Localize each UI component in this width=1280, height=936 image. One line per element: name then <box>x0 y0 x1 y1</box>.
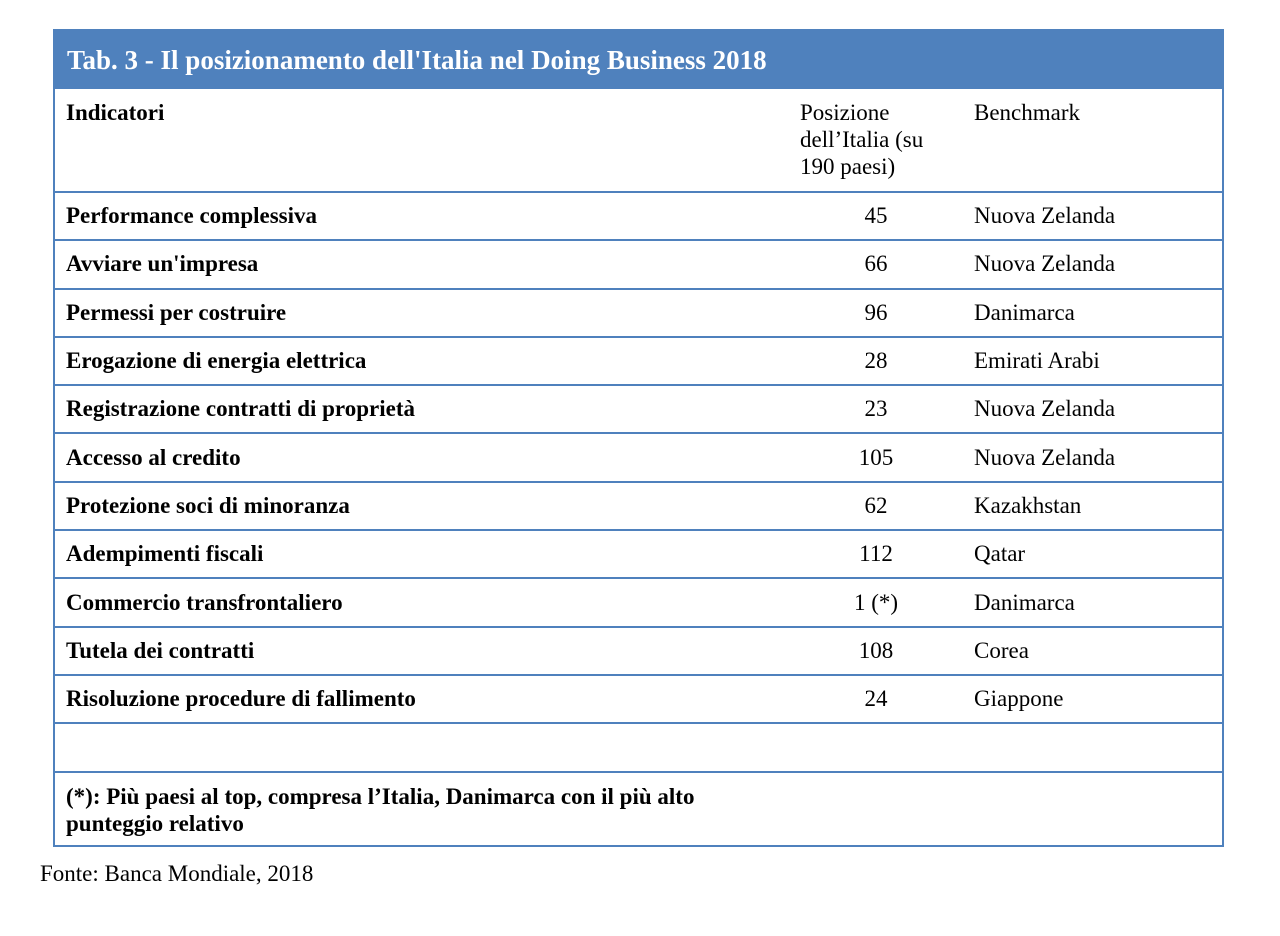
row-benchmark: Danimarca <box>974 589 1075 615</box>
row-position: 62 <box>864 492 888 518</box>
source-note: Fonte: Banca Mondiale, 2018 <box>40 861 314 886</box>
row-benchmark: Emirati Arabi <box>974 348 1100 374</box>
row-indicator: Risoluzione procedure di fallimento <box>66 686 416 712</box>
row-position: 45 <box>864 203 888 229</box>
footnote-row <box>55 771 1222 845</box>
row-position: 66 <box>864 251 888 277</box>
row-indicator: Avviare un'impresa <box>66 251 259 277</box>
header-position: Posizione dell’Italia (su 190 paesi) <box>800 100 924 179</box>
row-indicator: Tutela dei contratti <box>66 637 255 663</box>
row-benchmark: Nuova Zelanda <box>974 203 1116 229</box>
table-row <box>55 191 1222 239</box>
row-position: 1 (*) <box>853 589 899 615</box>
row-benchmark: Corea <box>974 637 1029 663</box>
row-indicator: Commercio transfrontaliero <box>66 589 343 615</box>
table-row <box>55 626 1222 674</box>
table-row <box>55 529 1222 577</box>
table-row <box>55 674 1222 722</box>
table-header-row <box>55 89 1222 191</box>
table-title-bar <box>55 31 1222 89</box>
row-position: 28 <box>864 348 888 374</box>
row-position: 24 <box>864 686 888 712</box>
table-row <box>55 288 1222 336</box>
row-position: 23 <box>864 396 888 422</box>
table-footnote: (*): Più paesi al top, compresa l’Italia, Danimarca con il più alto punteggio relativo <box>66 784 695 837</box>
row-indicator: Registrazione contratti di proprietà <box>66 396 415 422</box>
row-benchmark: Qatar <box>974 541 1026 567</box>
table-row <box>55 384 1222 432</box>
row-benchmark: Nuova Zelanda <box>974 444 1116 470</box>
row-indicator: Protezione soci di minoranza <box>66 492 350 518</box>
row-position: 108 <box>858 637 894 663</box>
empty-row <box>55 722 1222 771</box>
header-indicator: Indicatori <box>66 100 165 125</box>
table-row <box>55 577 1222 625</box>
row-indicator: Adempimenti fiscali <box>66 541 264 567</box>
row-benchmark: Nuova Zelanda <box>974 251 1116 277</box>
row-indicator: Erogazione di energia elettrica <box>66 348 367 374</box>
row-benchmark: Danimarca <box>974 299 1075 325</box>
table-row <box>55 481 1222 529</box>
row-benchmark: Nuova Zelanda <box>974 396 1116 422</box>
doing-business-table <box>53 29 1224 847</box>
row-indicator: Accesso al credito <box>66 444 241 470</box>
row-position: 96 <box>864 299 888 325</box>
row-position: 112 <box>859 541 893 567</box>
table-row <box>55 336 1222 384</box>
row-benchmark: Kazakhstan <box>974 492 1082 518</box>
row-indicator: Performance complessiva <box>66 203 318 229</box>
table-title: Tab. 3 - Il posizionamento dell'Italia nel Doing Business 2018 <box>67 44 767 75</box>
table-row <box>55 239 1222 287</box>
row-position: 105 <box>858 444 894 470</box>
row-benchmark: Giappone <box>974 686 1064 712</box>
header-benchmark: Benchmark <box>974 100 1081 125</box>
table-row <box>55 432 1222 480</box>
row-indicator: Permessi per costruire <box>66 299 287 325</box>
